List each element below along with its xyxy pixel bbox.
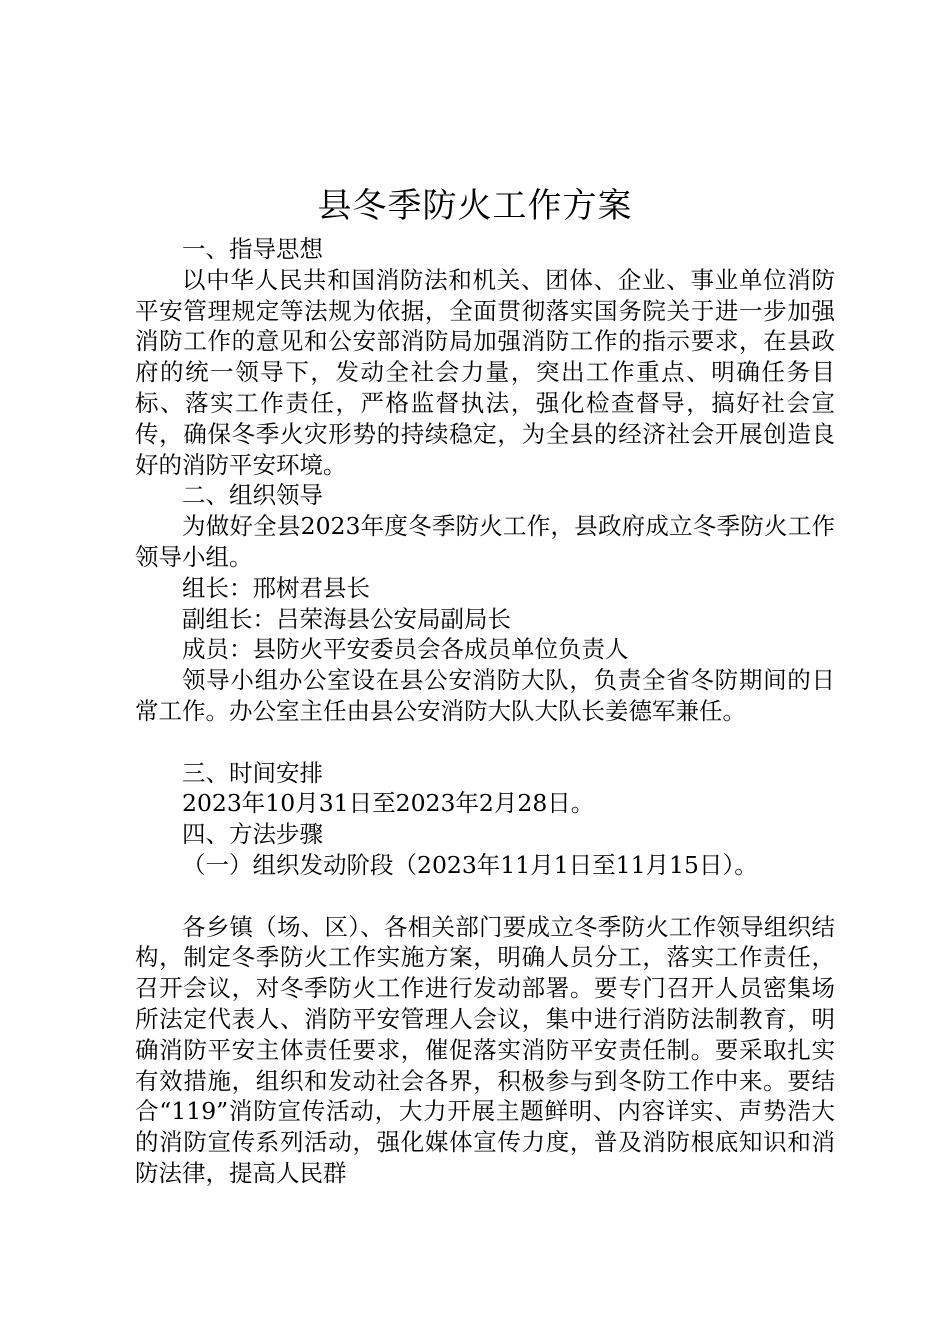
- document-title: 县冬季防火工作方案: [317, 186, 633, 226]
- paragraph-guiding-ideology: 以中华人民共和国消防法和机关、团体、企业、事业单位消防平安管理规定等法规为依据，全面贯彻落实国务院关于进一步加强消防工作的意见和公安部消防局加强消防工作的指示要求，在县政府的统一领导下，发动全社会力量，突出工作重点、明确任务目标、落实工作责任，严格监督执法，强化检查督导，搞好社会宣传，确保冬季火灾形势的持续稳定，为全县的经济社会开展创造良好的消防平安环境。: [135, 265, 835, 479]
- section-heading-schedule: 三、时间安排: [182, 758, 323, 787]
- paragraph-group-leader: 组长：邢树君县长: [182, 573, 370, 602]
- section-heading-steps: 四、方法步骤: [182, 820, 323, 849]
- document-body: [135, 234, 835, 1189]
- paragraph-mobilization: 各乡镇（场、区）、各相关部门要成立冬季防火工作领导组织结构，制定冬季防火工作实施方案，明确人员分工，落实工作责任，召开会议，对冬季防火工作进行发动部署。要专门召开人员密集场所法定代表人、消防平安管理人会议，集中进行消防法制教育，明确消防平安主体责任要求，催促落实消防平安责任制。要采取扎实有效措施，组织和发动社会各界，积极参与到冬防工作中来。要结合“119”消防宣传活动，大力开展主题鲜明、内容详实、声势浩大的消防宣传系列活动，强化媒体宣传力度，普及消防根底知识和消防法律，提高人民群: [135, 912, 835, 1187]
- paragraph-members: 成员：县防火平安委员会各成员单位负责人: [182, 635, 629, 664]
- paragraph-office: 领导小组办公室设在县公安消防大队，负责全省冬防期间的日常工作。办公室主任由县公安消防大队大队长姜德军兼任。: [135, 666, 835, 725]
- paragraph-deputy-leader: 副组长：吕荣海县公安局副局长: [182, 604, 511, 633]
- paragraph-organization-intro: 为做好全县2023年度冬季防火工作，县政府成立冬季防火工作领导小组。: [135, 512, 835, 571]
- section-heading-organization: 二、组织领导: [182, 481, 323, 510]
- section-heading-guiding-ideology: 一、指导思想: [182, 235, 323, 263]
- subsection-heading-mobilization: （一）组织发动阶段（2023年11月1日至11月15日）。: [182, 850, 758, 879]
- paragraph-schedule: 2023年10月31日至2023年2月28日。: [182, 789, 595, 818]
